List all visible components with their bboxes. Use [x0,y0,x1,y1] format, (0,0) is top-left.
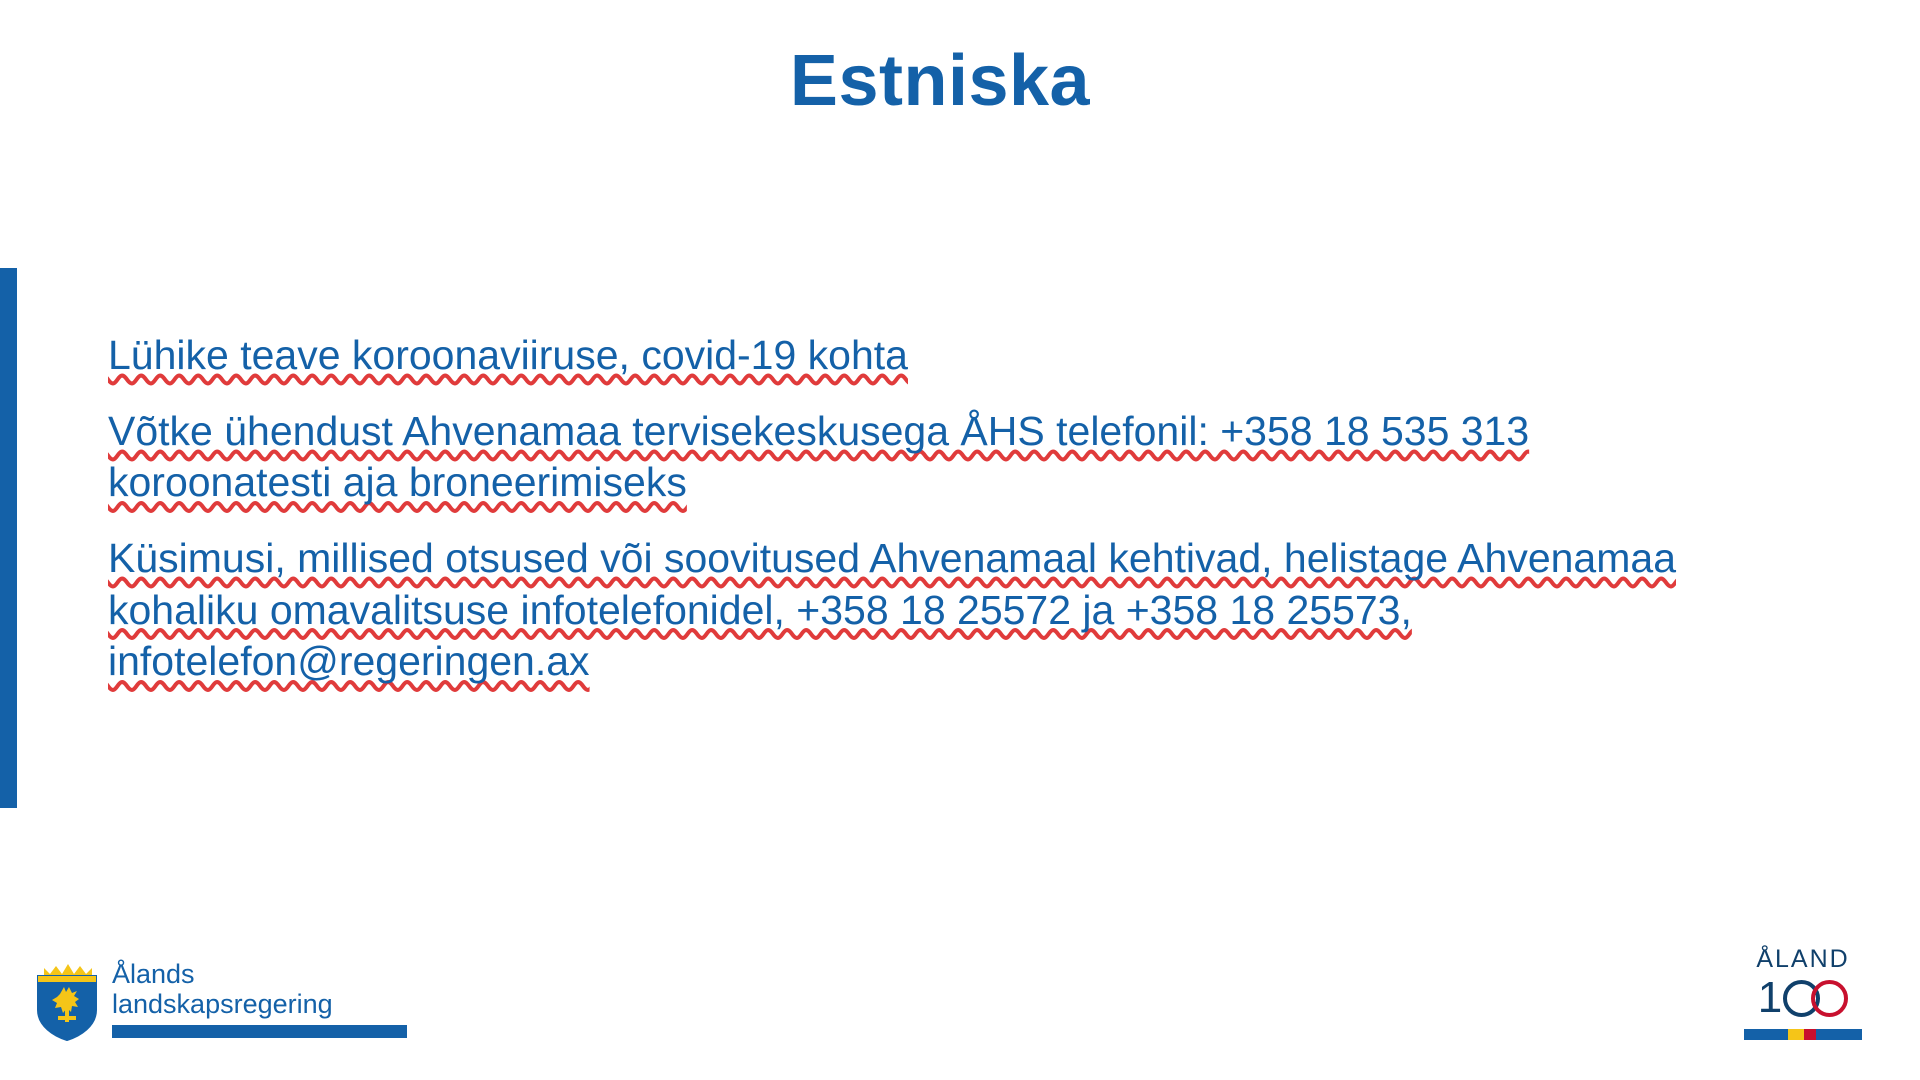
footer-logo-line-1: Ålands [112,958,195,989]
aland-100-number: 1 [1744,974,1862,1022]
footer-logo-underline [112,1025,407,1038]
page-title: Estniska [789,41,1091,121]
left-accent-bar [0,268,17,808]
footer-logo-left [34,958,407,1042]
footer-logo-line-2: landskapsregering [112,988,333,1019]
footer-logo-text [112,959,407,1042]
paragraph-2: Võtke ühendust Ahvenamaa tervisekeskusega ÅHS telefonil: +358 18 535 313 koroonatesti aja broneerimiseks [108,407,1530,506]
paragraph-1: Lühike teave koroonaviiruse, covid-19 kohta [108,332,908,378]
aland-100-color-bar [1744,1029,1862,1040]
aland-100-word: ÅLAND [1756,945,1850,973]
body-text-block [108,330,1708,688]
aland-coat-of-arms-icon [34,958,100,1042]
ring-icon-2 [1811,980,1848,1017]
paragraph-3: Küsimusi, millised otsused või soovitused Ahvenamaal kehtivad, helistage Ahvenamaa kohaliku omavalitsuse infotelefonidel, +358 18 25572 ja +358 18 25573, infotelefon@regeringen.ax [108,534,1676,685]
aland-100-logo [1744,947,1862,1040]
